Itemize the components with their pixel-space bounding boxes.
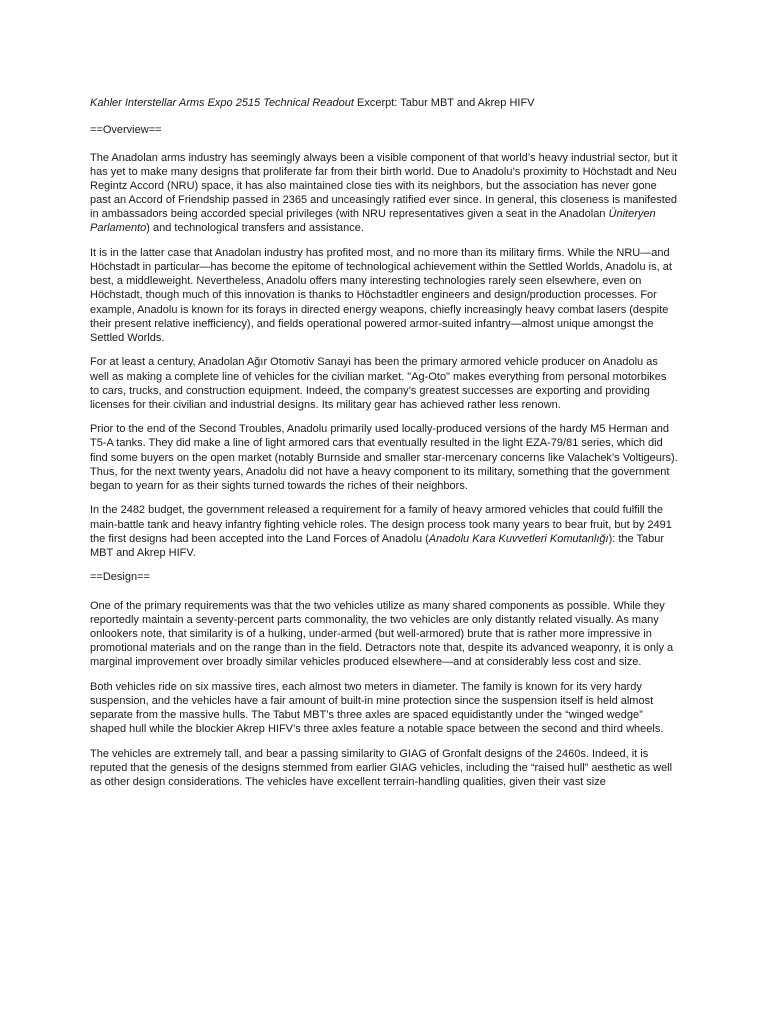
paragraph-2: It is in the latter case that Anadolan industry has profited most, and no more than its military firms. While the NRU—and Höchstadt in particular—has become the epitome of technological achievement within the Settled Worlds, Anadolu is, at best, a middleweight. Nevertheless, Anadolu offers many interesting technologies rarely seen elsewhere, even on Höchstadt, though much of this innovation is thanks to Höchstadtler engineers and design/production processes. For example, Anadolu is known for its forays in directed energy weapons, chiefly increasingly heavy combat lasers (despite their present relative inefficiency), and fields operational powered armor-suited infantry—almost unique amongst the Settled Worlds. [90,247,672,344]
document-title-rest: Excerpt: Tabur MBT and Akrep HIFV [353,97,535,109]
paragraph-7: Both vehicles ride on six massive tires, each almost two meters in diameter. The family is known for its very hardy suspension, and the vehicles have a fair amount of built-in mine protection since the suspension itself is held almost separate from the massive hulls. The Tabut MBT’s three axles are spaced equidistantly under the “winged wedge” shaped hull while the blockier Akrep HIFV’s three axles feature a notable space between the second and third wheels. [90,680,664,736]
paragraph-5-text-b: ): the Tabur MBT and Akrep HIFV. [90,532,665,559]
design-heading: ==Design== [90,571,150,584]
paragraph-1-italic: Üniteryen Parlamento [90,208,656,235]
paragraph-5-italic: Anadolu Kara Kuvvetleri Komutanlığı [428,532,609,545]
paragraph-1-text-b: ) and technological transfers and assistance. [146,222,364,235]
paragraph-8: The vehicles are extremely tall, and bear a passing similarity to GIAG of Gronfalt designs of the 2460s. Indeed, it is reputed that the genesis of the designs stemmed from earlier GIAG vehicles, including the “raised hull” aesthetic as well as other design considerations. The vehicles have excellent terrain-handling qualities, given their vast size [90,747,673,789]
paragraph-1-text-a: The Anadolan arms industry has seemingly always been a visible component of that world’s heavy industrial sector, but it has yet to make many designs that proliferate far from their birth world. Due to Anadolu’s proximity to Höchstadt and Neu Regintz Accord (NRU) space, it has also maintained close ties with its neighbors, but the association has never gone past an Accord of Friendship passed in 2365 and unceasingly ratified ever since. In general, this closeness is manifested in ambassadors being accorded special privileges (with NRU representatives given a seat in the Anadolan [90,152,678,221]
paragraph-5-text-a: In the 2482 budget, the government released a requirement for a family of heavy armored vehicles that could fulfill the main-battle tank and heavy infantry fighting vehicle roles. The design process took many years to bear fruit, but by 2491 the first designs had been accepted into the Land Forces of Anadolu ( [90,504,672,545]
paragraph-3: For at least a century, Anadolan Ağır Otomotiv Sanayi has been the primary armored vehicle producer on Anadolu as well as making a complete line of vehicles for the civilian market. "Ag-Oto" makes everything from personal motorbikes to cars, trucks, and construction equipment. Indeed, the company’s greatest successes are exporting and providing licenses for their civilian and industrial designs. Its military gear has achieved rather less renown. [90,356,667,411]
document-title-italic: Kahler Interstellar Arms Expo 2515 Technical Readout [90,97,354,109]
paragraph-5 [90,503,678,559]
paragraph-1 [90,151,678,236]
paragraph-6: One of the primary requirements was that the two vehicles utilize as many shared components as possible. While they reportedly maintain a seventy-percent parts commonality, the two vehicles are only distantly related visually. As many onlookers note, that similarity is of a hulking, under-armed (but well-armored) brute that is rather more impressive in promotional materials and on the range than in the field. Detractors note that, despite its advanced weaponry, it is only a marginal improvement over broadly similar vehicles produced elsewhere—and at considerably less cost and size. [90,599,674,669]
paragraph-4: Prior to the end of the Second Troubles, Anadolu primarily used locally-produced versions of the hardy M5 Herman and T5-A tanks. They did make a line of light armored cars that eventually resulted in the light EZA-79/81 series, which did find some buyers on the open market (notably Burnside and smaller star-mercenary concerns like Valachek’s Voltigeurs). Thus, for the next twenty years, Anadolu did not have a heavy component to its military, something that the government began to yearn for as their sights turned towards the riches of their neighbors. [90,423,678,492]
overview-heading: ==Overview== [90,123,162,136]
document-title [90,96,678,111]
